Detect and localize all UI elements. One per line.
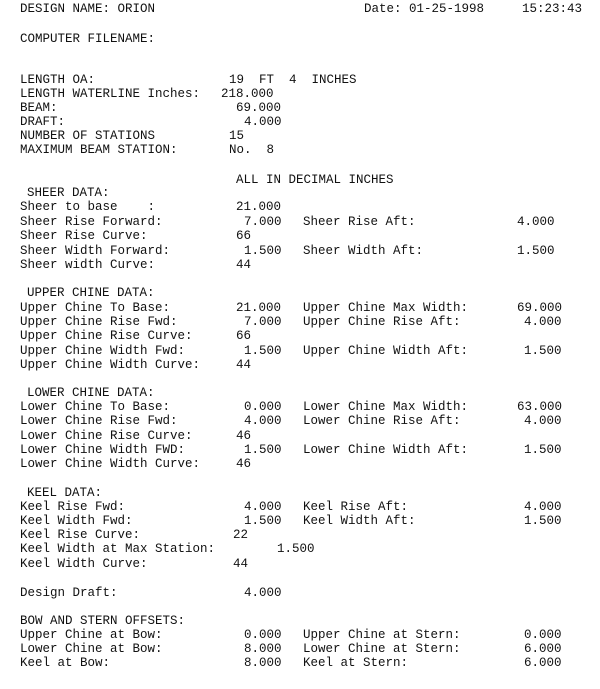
- upper-chine-label-aft: Upper Chine Rise Aft:: [303, 315, 461, 329]
- lower-chine-value-aft: 63.000: [517, 400, 563, 414]
- sheer-label-aft: Sheer Rise Aft:: [303, 215, 416, 229]
- lower-chine-value: 46: [236, 429, 252, 443]
- spec-value-length-oa: 19 FT 4 INCHES: [229, 73, 357, 87]
- spec-value-draft: 4.000: [244, 115, 282, 129]
- spec-value-stations: 15: [229, 129, 245, 143]
- offset-value-stern: 6.000: [524, 656, 562, 670]
- spec-label-draft: DRAFT:: [20, 115, 66, 129]
- offset-label-stern: Lower Chine at Stern:: [303, 642, 461, 656]
- sheer-label: Sheer to base :: [20, 200, 156, 214]
- lower-chine-label-aft: Lower Chine Max Width:: [303, 400, 469, 414]
- sheer-value: 44: [236, 258, 252, 272]
- lower-chine-value: 46: [236, 457, 252, 471]
- lower-chine-value-aft: 1.500: [524, 443, 562, 457]
- offset-value-stern: 0.000: [524, 628, 562, 642]
- sheer-label: Sheer Rise Forward:: [20, 215, 163, 229]
- design-name: DESIGN NAME: ORION: [20, 2, 156, 16]
- upper-chine-value: 44: [236, 358, 252, 372]
- design-draft-value: 4.000: [244, 586, 282, 600]
- sheer-label: Sheer width Curve:: [20, 258, 156, 272]
- sheer-value-aft: 1.500: [517, 244, 555, 258]
- upper-chine-label: Upper Chine Rise Fwd:: [20, 315, 178, 329]
- upper-chine-value: 7.000: [244, 315, 282, 329]
- offset-value: 8.000: [244, 656, 282, 670]
- keel-label: Keel Rise Curve:: [20, 528, 141, 542]
- upper-chine-label: Upper Chine Width Curve:: [20, 358, 201, 372]
- upper-chine-value: 21.000: [236, 301, 282, 315]
- keel-label-aft: Keel Rise Aft:: [303, 500, 409, 514]
- offset-label: Lower Chine at Bow:: [20, 642, 163, 656]
- spec-label-beam: BEAM:: [20, 101, 58, 115]
- sheer-label-aft: Sheer Width Aft:: [303, 244, 424, 258]
- lower-chine-label: Lower Chine Rise Curve:: [20, 429, 193, 443]
- spec-label-length-waterline: LENGTH WATERLINE Inches:: [20, 87, 201, 101]
- spec-value-beam: 69.000: [236, 101, 282, 115]
- lower-chine-label: Lower Chine Width FWD:: [20, 443, 186, 457]
- keel-value: 44: [233, 557, 249, 571]
- keel-label: Keel Rise Fwd:: [20, 500, 126, 514]
- offsets-heading: BOW AND STERN OFFSETS:: [20, 614, 186, 628]
- sheer-value: 1.500: [244, 244, 282, 258]
- time: 15:23:43: [522, 2, 583, 16]
- spec-label-length-oa: LENGTH OA:: [20, 73, 96, 87]
- sheer-value-aft: 4.000: [517, 215, 555, 229]
- keel-value: 1.500: [244, 514, 282, 528]
- upper-chine-label: Upper Chine Width Fwd:: [20, 344, 186, 358]
- keel-value: 22: [233, 528, 249, 542]
- spec-label-max-beam-station: MAXIMUM BEAM STATION:: [20, 143, 178, 157]
- sheer-value: 21.000: [236, 200, 282, 214]
- offset-label-stern: Keel at Stern:: [303, 656, 409, 670]
- upper-chine-value-aft: 4.000: [524, 315, 562, 329]
- keel-heading: KEEL DATA:: [27, 486, 103, 500]
- design-draft-label: Design Draft:: [20, 586, 118, 600]
- offset-value: 8.000: [244, 642, 282, 656]
- sheer-label: Sheer Rise Curve:: [20, 229, 148, 243]
- offset-label-stern: Upper Chine at Stern:: [303, 628, 461, 642]
- spec-value-length-waterline: 218.000: [221, 87, 274, 101]
- date: Date: 01-25-1998: [364, 2, 485, 16]
- offset-value: 0.000: [244, 628, 282, 642]
- lower-chine-value: 0.000: [244, 400, 282, 414]
- spec-value-max-beam-station: No. 8: [229, 143, 275, 157]
- keel-label-aft: Keel Width Aft:: [303, 514, 416, 528]
- lower-chine-label-aft: Lower Chine Width Aft:: [303, 443, 469, 457]
- upper-chine-label-aft: Upper Chine Width Aft:: [303, 344, 469, 358]
- lower-chine-value-aft: 4.000: [524, 414, 562, 428]
- computer-filename: COMPUTER FILENAME:: [20, 32, 156, 46]
- offset-value-stern: 6.000: [524, 642, 562, 656]
- lower-chine-value: 1.500: [244, 443, 282, 457]
- keel-label: Keel Width Fwd:: [20, 514, 133, 528]
- offset-label: Keel at Bow:: [20, 656, 111, 670]
- upper-chine-label-aft: Upper Chine Max Width:: [303, 301, 469, 315]
- lower-chine-label: Lower Chine Width Curve:: [20, 457, 201, 471]
- keel-label: Keel Width Curve:: [20, 557, 148, 571]
- upper-chine-value-aft: 69.000: [517, 301, 563, 315]
- lower-chine-label: Lower Chine To Base:: [20, 400, 171, 414]
- upper-chine-label: Upper Chine To Base:: [20, 301, 171, 315]
- sheer-value: 7.000: [244, 215, 282, 229]
- upper-chine-label: Upper Chine Rise Curve:: [20, 329, 193, 343]
- lower-chine-label: Lower Chine Rise Fwd:: [20, 414, 178, 428]
- upper-chine-value-aft: 1.500: [524, 344, 562, 358]
- upper-chine-heading: UPPER CHINE DATA:: [27, 286, 155, 300]
- keel-value: 1.500: [277, 542, 315, 556]
- keel-label: Keel Width at Max Station:: [20, 542, 216, 556]
- sheer-label: Sheer Width Forward:: [20, 244, 171, 258]
- units-note: ALL IN DECIMAL INCHES: [236, 173, 394, 187]
- lower-chine-heading: LOWER CHINE DATA:: [27, 386, 155, 400]
- spec-label-stations: NUMBER OF STATIONS: [20, 129, 156, 143]
- lower-chine-value: 4.000: [244, 414, 282, 428]
- sheer-value: 66: [236, 229, 252, 243]
- upper-chine-value: 66: [236, 329, 252, 343]
- offset-label: Upper Chine at Bow:: [20, 628, 163, 642]
- keel-value-aft: 4.000: [524, 500, 562, 514]
- lower-chine-label-aft: Lower Chine Rise Aft:: [303, 414, 461, 428]
- sheer-heading: SHEER DATA:: [27, 186, 110, 200]
- keel-value-aft: 1.500: [524, 514, 562, 528]
- keel-value: 4.000: [244, 500, 282, 514]
- upper-chine-value: 1.500: [244, 344, 282, 358]
